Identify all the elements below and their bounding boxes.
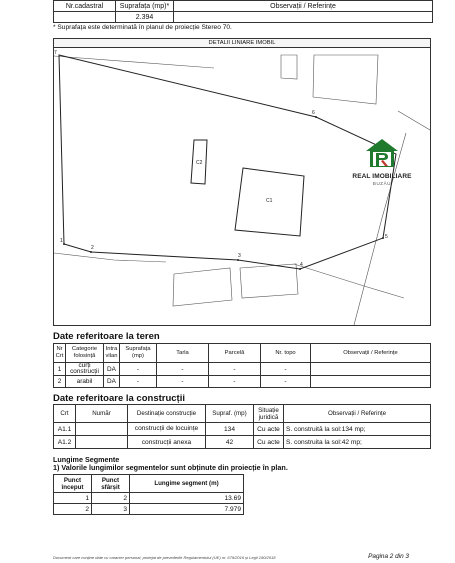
constr-cell [76,436,128,449]
logo-r-icon [365,138,399,168]
parcel-boundary [59,55,396,269]
teren-header-tarla: Tarla [157,344,209,363]
teren-header-categorie: Categorie folosință [66,344,104,363]
footer-disclaimer: Document care conține date cu caracter personal, protejat de prevederile Regulamentului (UE) nr. 679/2016 și Legii 190/2018 [53,555,276,560]
teren-cell: DA [104,363,120,376]
teren-title: Date referitoare la teren [53,331,160,342]
point-label-7: 7 [54,50,57,56]
segmente-subtitle: 1) Valorile lungimilor segmentelor sunt obținute din proiecție în plan. [53,463,288,472]
teren-cell: - [261,363,311,376]
logo-city: BUZĂU [372,181,392,186]
teren-cell: DA [104,376,120,388]
teren-cell: - [261,376,311,388]
constr-header-destinatie: Destinație construcție [128,405,206,423]
real-imobiliare-logo [347,138,417,186]
segmente-table [53,474,244,515]
seg-header-inceput: Punct început [54,475,92,493]
point-marker-2 [90,251,92,253]
building-c2-label: C2 [196,160,203,166]
constr-header-suprafata: Supraf. (mp) [206,405,254,423]
constr-cell: 42 [206,436,254,449]
seg-cell: 2 [92,493,130,504]
seg-cell: 1 [54,493,92,504]
value-suprafata: 2.394 [116,12,174,23]
constr-cell: S. construită la sol:134 mp; [284,423,431,436]
teren-cell: - [120,363,157,376]
teren-header-intravilan: Intra vilan [104,344,120,363]
point-marker-4 [299,268,301,270]
neighbor-building-3 [173,268,232,306]
header-nr-cadastral: Nr.cadastral [54,1,116,12]
teren-header-row [54,344,431,363]
point-label-5: 5 [385,234,388,240]
neighbor-building-1 [281,55,297,79]
teren-cell: curți construcții [66,363,104,376]
table-row [54,423,431,436]
constr-cell: A1.1 [54,423,76,436]
point-label-3: 3 [238,253,241,259]
point-marker-1 [63,243,65,245]
neighbor-building-2 [313,55,378,104]
constructii-header-row [54,405,431,423]
cadastral-value-row [54,12,433,23]
teren-header-parcela: Parcelă [209,344,261,363]
teren-cell: - [209,363,261,376]
constructii-title: Date referitoare la construcții [53,393,185,404]
cadastral-table [53,0,433,23]
seg-header-lungime: Lungime segment (m) [130,475,244,493]
table-row [54,493,244,504]
plan-header: DETALII LINIARE IMOBIL [54,39,430,48]
page-number: Pagina 2 din 3 [368,553,409,560]
constructii-table [53,404,431,449]
teren-cell: - [157,363,209,376]
teren-cell: 1 [54,363,66,376]
constr-cell: A1.2 [54,436,76,449]
cadastral-header-row [54,1,433,12]
table-row [54,363,431,376]
seg-cell: 3 [92,504,130,515]
plan-drawing [54,48,430,325]
constr-header-situatie: Situație juridică [254,405,284,423]
point-marker-6 [315,116,317,118]
neighbor-line-right [398,111,430,130]
teren-header-observatii: Observații / Referințe [311,344,431,363]
logo-name: REAL IMOBILIARE [352,173,412,180]
teren-cell: - [120,376,157,388]
neighbor-line-left [54,253,166,262]
constr-header-numar: Număr [76,405,128,423]
point-marker-5 [382,237,384,239]
constr-cell: Cu acte [254,436,284,449]
constr-cell: construcții anexa [128,436,206,449]
building-c1-label: C1 [266,198,273,204]
table-row [54,436,431,449]
constr-cell: construcții de locuințe [128,423,206,436]
teren-cell [311,376,431,388]
point-label-2: 2 [91,245,94,251]
teren-header-topo: Nr. topo [261,344,311,363]
value-observatii [174,12,433,23]
constr-cell: Cu acte [254,423,284,436]
seg-cell: 7.979 [130,504,244,515]
projection-note: * Suprafața este determinată în planul de proiecție Stereo 70. [53,24,232,31]
neighbor-line-top [54,56,214,68]
constr-cell [76,423,128,436]
seg-cell: 2 [54,504,92,515]
point-marker-3 [237,259,239,261]
constr-cell: 134 [206,423,254,436]
constr-header-observatii: Observații / Referințe [284,405,431,423]
teren-cell: arabil [66,376,104,388]
teren-header-crt: Nr Crt [54,344,66,363]
header-suprafata: Suprafața (mp)* [116,1,174,12]
segmente-header-row [54,475,244,493]
seg-header-sfarsit: Punct sfârșit [92,475,130,493]
value-nr-cadastral [54,12,116,23]
neighbor-building-4 [240,264,298,298]
table-row [54,504,244,515]
teren-table [53,343,431,388]
teren-cell: - [157,376,209,388]
constr-header-crt: Crt [54,405,76,423]
neighbor-line-bottom [294,264,404,298]
table-row [54,376,431,388]
seg-cell: 13.69 [130,493,244,504]
teren-cell: - [209,376,261,388]
teren-cell: 2 [54,376,66,388]
segmente-title: Lungime Segmente [53,455,120,464]
constr-cell: S. construita la sol:42 mp; [284,436,431,449]
teren-cell [311,363,431,376]
point-label-6: 6 [312,110,315,116]
point-label-4: 4 [300,262,303,268]
point-label-1: 1 [60,238,63,244]
teren-header-suprafata: Suprafața (mp) [120,344,157,363]
header-observatii: Observații / Referințe [174,1,433,12]
